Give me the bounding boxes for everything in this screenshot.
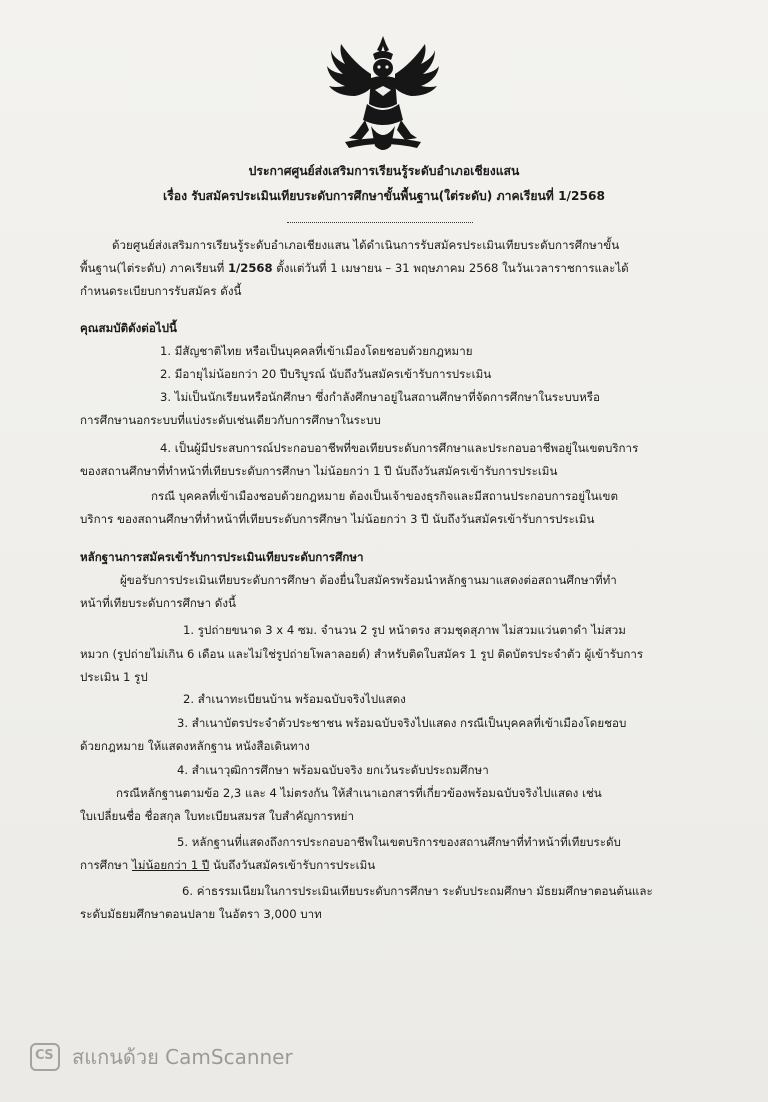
intro-line: พื้นฐาน(ไต่ระดับ) ภาคเรียนที่ 1/2568 ตั้งแต่วันที่ 1 เมษายน – 31 พฤษภาคม 2568 ในวันเวลาราชการและได้ <box>80 261 629 275</box>
intro-line: ด้วยศูนย์ส่งเสริมการเรียนรู้ระดับอำเภอเชียงแสน ได้ดำเนินการรับสมัครประเมินเทียบระดับการศึกษาขั้น <box>112 238 620 252</box>
qualification-item: 3. ไม่เป็นนักเรียนหรือนักศึกษา ซึ่งกำลังศึกษาอยู่ในสถานศึกษาที่จัดการศึกษาในระบบหรือ <box>160 390 600 404</box>
qualification-item: 1. มีสัญชาติไทย หรือเป็นบุคคลที่เข้าเมืองโดยชอบด้วยกฎหมาย <box>160 344 473 358</box>
evidence-item: หมวก (รูปถ่ายไม่เกิน 6 เดือน และไม่ใช่รูปถ่ายโพลาลอยด์) สำหรับติดใบสมัคร 1 รูป ติดบัตรประจำตัว ผู้เข้ารับการ <box>80 647 644 661</box>
camscanner-icon: CS <box>30 1043 60 1071</box>
intro-line: กำหนดระเบียบการรับสมัคร ดังนี้ <box>80 284 242 298</box>
announcement-title: ประกาศศูนย์ส่งเสริมการเรียนรู้ระดับอำเภอเชียงแสน <box>248 164 520 178</box>
qualifications-heading: คุณสมบัติดังต่อไปนี้ <box>80 321 177 335</box>
qualification-case: บริการ ของสถานศึกษาที่ทำหน้าที่เทียบระดับการศึกษา ไม่น้อยกว่า 3 ปี นับถึงวันสมัครเข้ารับการประเมิน <box>80 512 595 526</box>
evidence-item: 1. รูปถ่ายขนาด 3 x 4 ซม. จำนวน 2 รูป หน้าตรง สวมชุดสุภาพ ไม่สวมแว่นตาดำ ไม่สวม <box>183 623 626 637</box>
evidence-item: การศึกษา ไม่น้อยกว่า 1 ปี นับถึงวันสมัครเข้ารับการประเมิน <box>80 858 376 872</box>
qualification-item: การศึกษานอกระบบที่แบ่งระดับเช่นเดียวกับการศึกษาในระบบ <box>80 413 381 427</box>
evidence-intro: หน้าที่เทียบระดับการศึกษา ดังนี้ <box>80 596 236 610</box>
evidence-item: 6. ค่าธรรมเนียมในการประเมินเทียบระดับการศึกษา ระดับประถมศึกษา มัธยมศึกษาตอนต้นและ <box>182 884 653 898</box>
evidence-intro: ผู้ขอรับการประเมินเทียบระดับการศึกษา ต้องยื่นใบสมัครพร้อมนำหลักฐานมาแสดงต่อสถานศึกษาที่ทำ <box>120 573 617 587</box>
evidence-heading: หลักฐานการสมัครเข้ารับการประเมินเทียบระดับการศึกษา <box>80 550 364 564</box>
evidence-note: กรณีหลักฐานตามข้อ 2,3 และ 4 ไม่ตรงกัน ให้สำเนาเอกสารที่เกี่ยวข้องพร้อมฉบับจริงไปแสดง เช่น <box>116 786 602 800</box>
announcement-subject: เรื่อง รับสมัครประเมินเทียบระดับการศึกษาขั้นพื้นฐาน(ใต่ระดับ) ภาคเรียนที่ 1/2568 <box>163 189 605 203</box>
qualification-case: กรณี บุคคลที่เข้าเมืองชอบด้วยกฎหมาย ต้องเป็นเจ้าของธุรกิจและมีสถานประกอบการอยู่ในเขต <box>151 489 619 503</box>
evidence-item: ระดับมัธยมศึกษาตอนปลาย ในอัตรา 3,000 บาท <box>80 907 322 921</box>
garuda-emblem-icon <box>325 34 441 156</box>
dotted-separator <box>287 221 473 223</box>
qualification-item: 2. มีอายุไม่น้อยกว่า 20 ปีบริบูรณ์ นับถึงวันสมัครเข้ารับการประเมิน <box>160 367 492 381</box>
camscanner-watermark <box>30 1041 293 1073</box>
qualification-item: 4. เป็นผู้มีประสบการณ์ประกอบอาชีพที่ขอเทียบระดับการศึกษาและประกอบอาชีพอยู่ในเขตบริการ <box>160 441 639 455</box>
evidence-item: 5. หลักฐานที่แสดงถึงการประกอบอาชีพในเขตบริการของสถานศึกษาที่ทำหน้าที่เทียบระดับ <box>177 835 621 849</box>
evidence-item: ด้วยกฎหมาย ให้แสดงหลักฐาน หนังสือเดินทาง <box>80 739 310 753</box>
evidence-item: 2. สำเนาทะเบียนบ้าน พร้อมฉบับจริงไปแสดง <box>183 692 406 706</box>
qualification-item: ของสถานศึกษาที่ทำหน้าที่เทียบระดับการศึกษา ไม่น้อยกว่า 1 ปี นับถึงวันสมัครเข้ารับการประเมิน <box>80 464 558 478</box>
evidence-item: 3. สำเนาบัตรประจำตัวประชาชน พร้อมฉบับจริงไปแสดง กรณีเป็นบุคคลที่เข้าเมืองโดยชอบ <box>177 716 627 730</box>
evidence-note: ใบเปลี่ยนชื่อ ชื่อสกุล ใบทะเบียนสมรส ใบสำคัญการหย่า <box>80 809 354 823</box>
evidence-item: ประเมิน 1 รูป <box>80 670 148 684</box>
evidence-item: 4. สำเนาวุฒิการศึกษา พร้อมฉบับจริง ยกเว้นระดับประถมศึกษา <box>177 763 489 777</box>
watermark-text: สแกนด้วย CamScanner <box>72 1045 293 1069</box>
